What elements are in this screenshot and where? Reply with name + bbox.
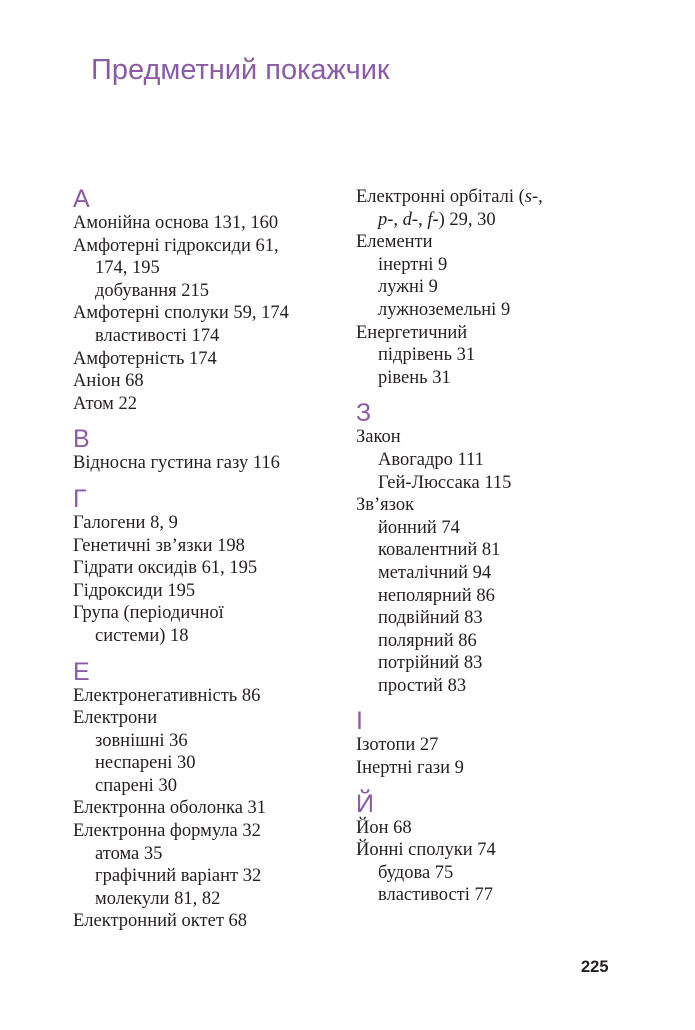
italic-s: s xyxy=(524,187,532,207)
index-subentry: інертні 9 xyxy=(378,254,448,275)
index-section-y xyxy=(356,791,606,907)
index-entry: Енергетичний xyxy=(356,322,468,343)
index-subentry: подвійний 83 xyxy=(378,608,483,629)
index-subentry: Авогадро 111 xyxy=(378,449,484,470)
text-fragment: -, xyxy=(411,209,428,230)
page-title: Предметний покажчик xyxy=(91,54,390,86)
text-fragment: -, xyxy=(387,209,403,230)
index-subentry: Гей-Люссака 115 xyxy=(378,472,512,493)
index-subentry: зовнішні 36 xyxy=(95,730,188,751)
index-subentry: властивості 174 xyxy=(95,325,220,346)
index-column-left xyxy=(73,186,343,944)
index-subentry: атома 35 xyxy=(95,843,163,864)
index-subentry: неспарені 30 xyxy=(95,753,196,774)
index-entry: Зв’язок xyxy=(356,495,415,516)
index-subentry: потрійний 83 xyxy=(378,653,483,674)
text-fragment: Електронні орбіталі ( xyxy=(356,187,525,207)
index-subentry: добування 215 xyxy=(95,280,210,301)
index-section-e-continued xyxy=(356,186,606,389)
index-entry-continuation: 174, 195 xyxy=(95,258,160,279)
index-subentry: ковалентний 81 xyxy=(378,540,501,561)
index-entry: Генетичні зв’язки 198 xyxy=(73,535,245,556)
index-subentry: підрівень 31 xyxy=(378,345,476,366)
text-fragment: -) 29, 30 xyxy=(432,209,496,230)
index-entry: Амфотерність 174 xyxy=(73,348,217,369)
section-letter: Й xyxy=(356,789,374,818)
index-entry: Інертні гази 9 xyxy=(356,758,464,779)
section-letter: Г xyxy=(73,484,87,513)
index-entry: Амонійна основа 131, 160 xyxy=(73,213,279,233)
index-subentry: полярний 86 xyxy=(378,630,477,651)
index-entry-continuation xyxy=(356,209,606,232)
index-section-v xyxy=(73,426,343,475)
index-section-h xyxy=(73,486,343,648)
index-entry: Елементи xyxy=(356,232,433,253)
index-entry: Йон 68 xyxy=(356,817,412,838)
index-subentry: графічний варіант 32 xyxy=(95,866,262,887)
index-subentry: будова 75 xyxy=(378,862,454,883)
index-entry: Галогени 8, 9 xyxy=(73,512,178,533)
index-subentry: молекули 81, 82 xyxy=(95,888,221,909)
index-entry: Амфотерні гідроксиди 61, xyxy=(73,235,279,256)
index-entry: Ізотопи 27 xyxy=(356,735,439,756)
index-entry: Атом 22 xyxy=(73,393,138,414)
index-column-right xyxy=(356,186,606,918)
section-letter: І xyxy=(356,707,363,736)
index-entry: Електронегативність 86 xyxy=(73,685,261,706)
italic-d: d xyxy=(402,209,412,230)
index-entry: Амфотерні сполуки 59, 174 xyxy=(73,303,289,324)
index-entry: Гідроксиди 195 xyxy=(73,580,196,601)
section-letter: З xyxy=(356,399,372,428)
italic-p: p xyxy=(378,209,388,230)
section-letter: А xyxy=(73,185,90,213)
index-section-i xyxy=(356,708,606,779)
index-subentry: рівень 31 xyxy=(378,367,451,388)
text-fragment: -, xyxy=(531,187,543,207)
index-entry-continuation: системи) 18 xyxy=(95,625,189,646)
index-entry: Закон xyxy=(356,427,401,448)
section-letter: Е xyxy=(73,657,90,686)
index-entry: Електрони xyxy=(73,708,158,729)
index-subentry: лужноземельні 9 xyxy=(378,299,511,320)
index-subentry: властивості 77 xyxy=(378,885,494,906)
index-subentry: металічний 94 xyxy=(378,562,492,583)
index-entry: Гідрати оксидів 61, 195 xyxy=(73,558,258,579)
index-section-a xyxy=(73,186,343,415)
index-entry: Відносна густина газу 116 xyxy=(73,453,280,474)
index-subentry: йонний 74 xyxy=(378,517,460,538)
section-letter: В xyxy=(73,425,90,454)
index-entry: Електронна оболонка 31 xyxy=(73,798,267,819)
index-entry: Аніон 68 xyxy=(73,371,144,392)
italic-f: f xyxy=(427,209,433,230)
index-subentry: простий 83 xyxy=(378,675,467,696)
index-subentry: неполярний 86 xyxy=(378,585,495,606)
page-number: 225 xyxy=(581,958,609,976)
index-subentry: лужні 9 xyxy=(378,277,438,298)
index-entry: Електронний октет 68 xyxy=(73,911,248,932)
index-section-e xyxy=(73,659,343,934)
index-entry: Йонні сполуки 74 xyxy=(356,840,496,861)
index-entry: Група (періодичної xyxy=(73,603,224,624)
index-entry: Електронна формула 32 xyxy=(73,821,261,842)
index-entry-orbitals xyxy=(356,186,606,209)
index-subentry: спарені 30 xyxy=(95,775,177,796)
index-section-z xyxy=(356,400,606,697)
